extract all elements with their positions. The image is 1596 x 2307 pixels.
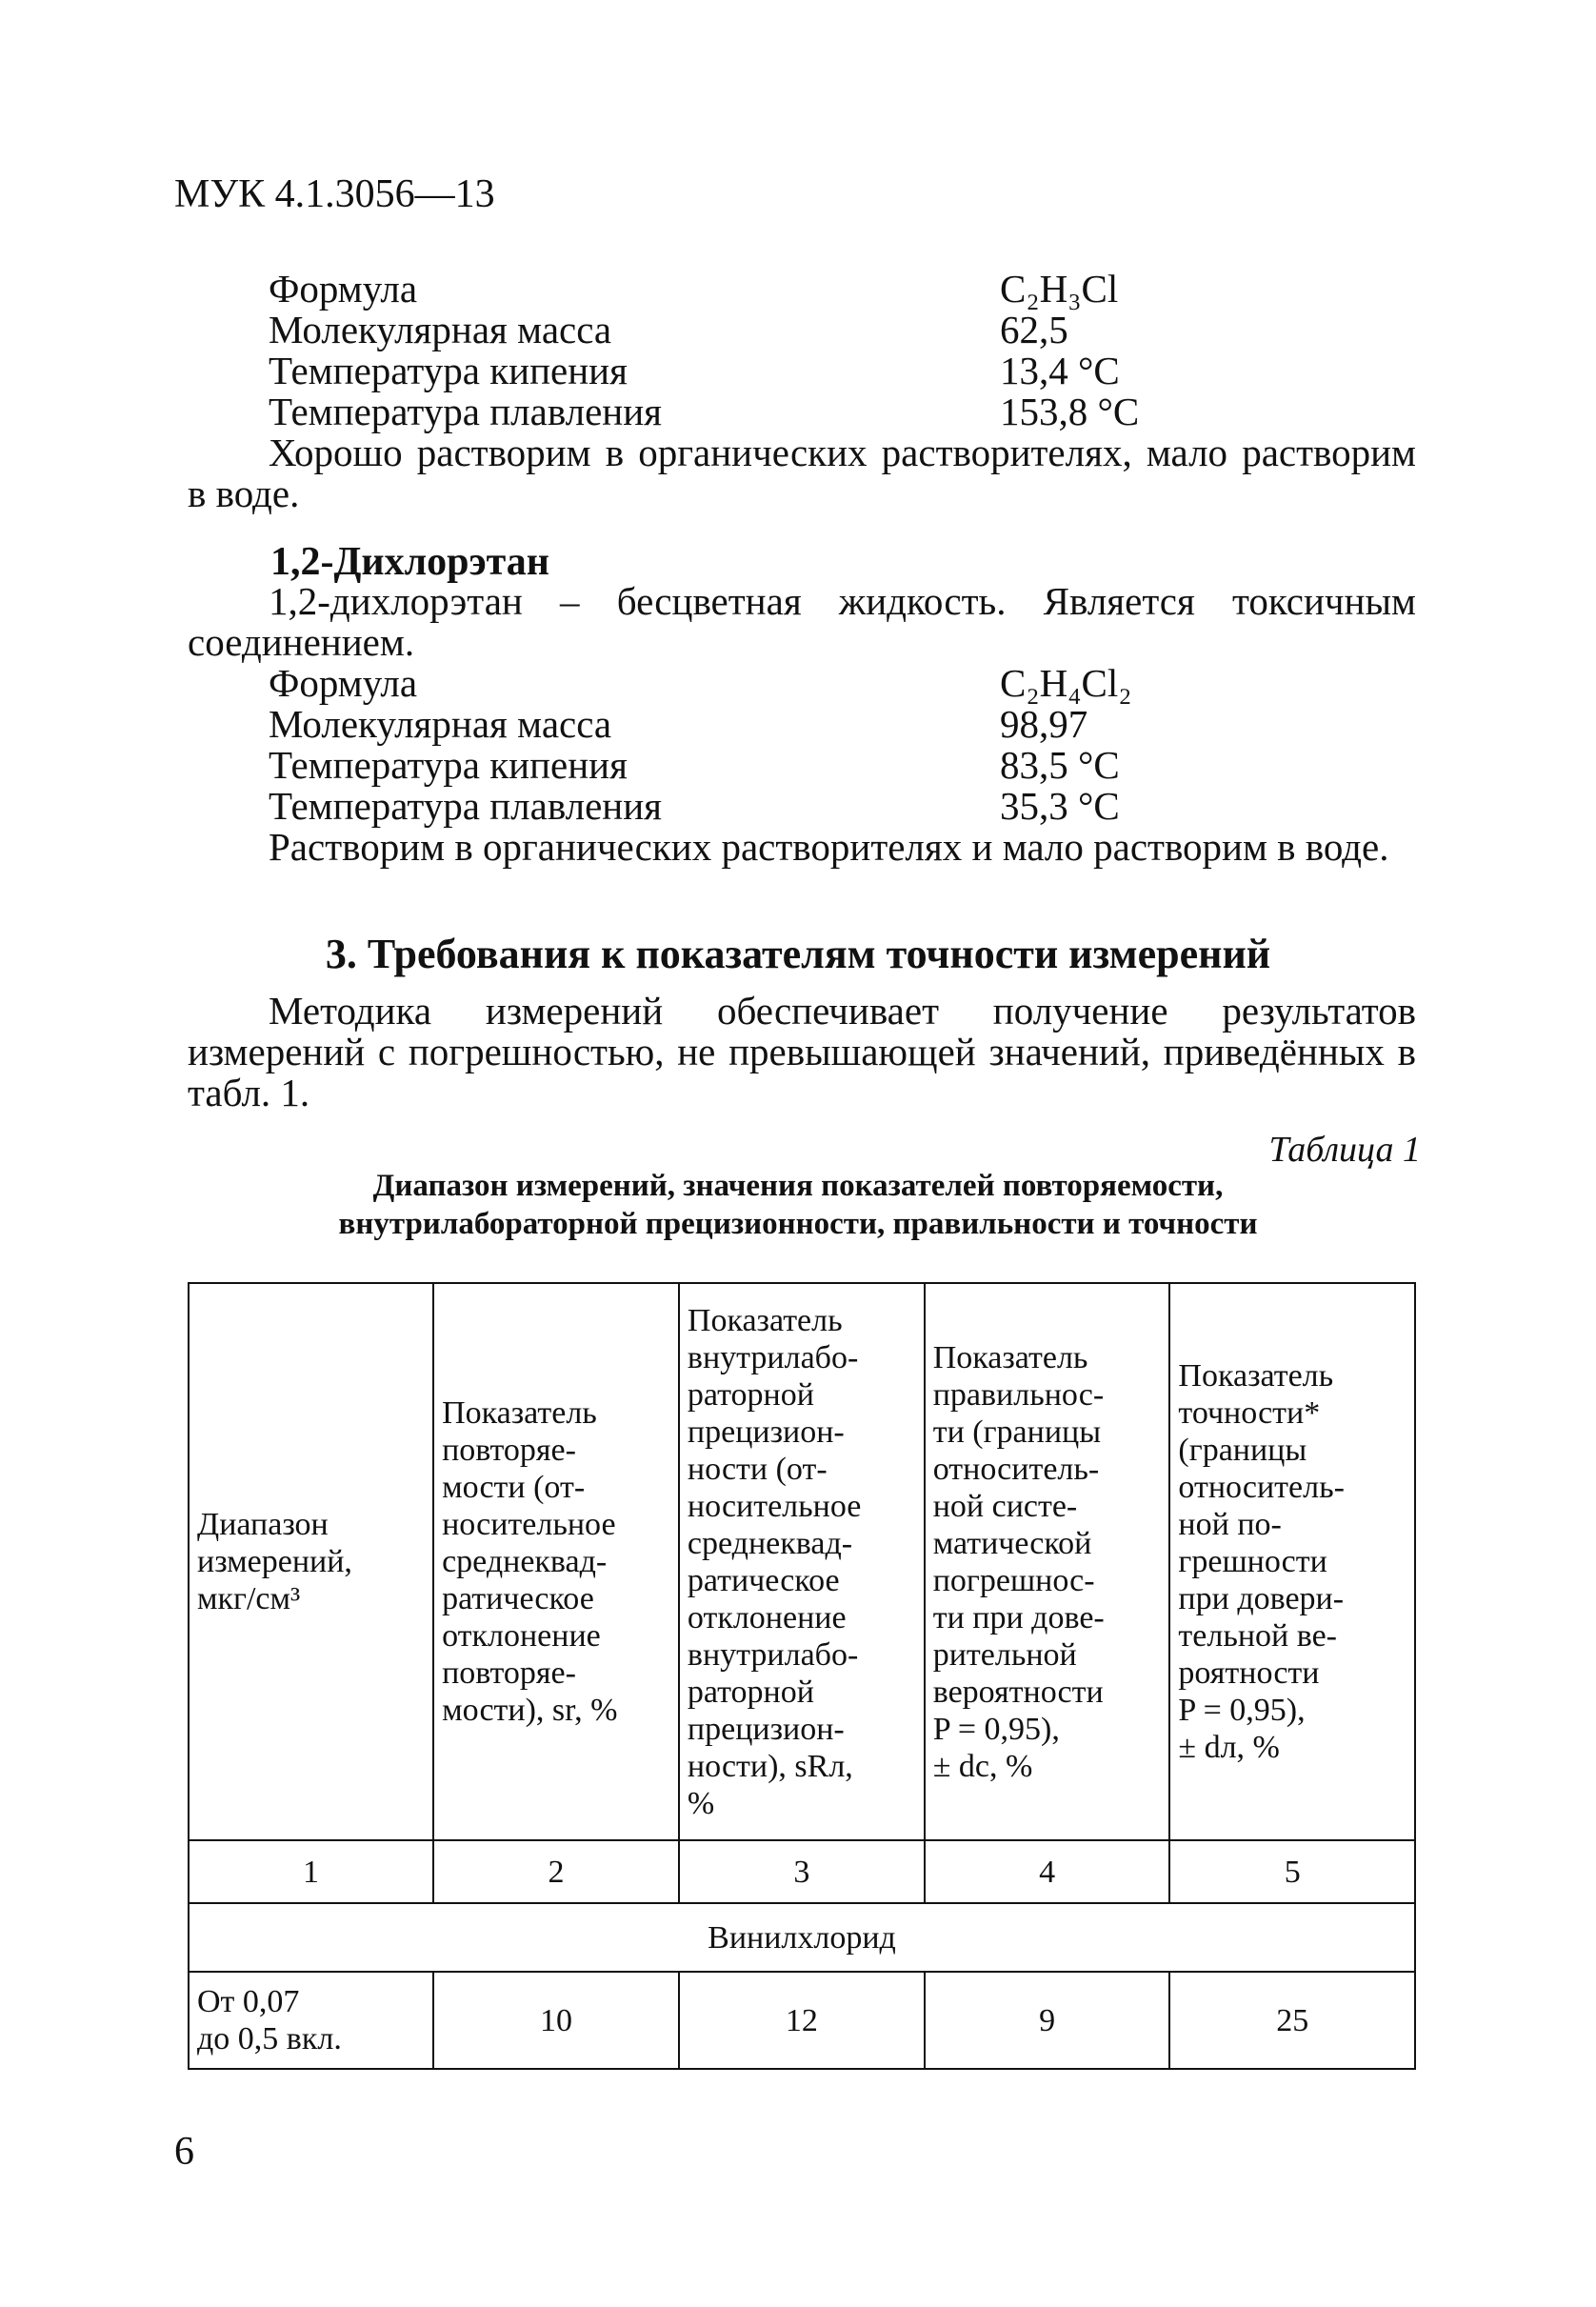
cell-range: От 0,07 до 0,5 вкл. [189, 1972, 433, 2069]
cell-sr: 10 [433, 1972, 679, 2069]
property-name: Температура кипения [269, 743, 628, 787]
section-3-heading: 3. Требования к показателям точности измерений [325, 931, 1271, 977]
page-number: 6 [174, 2130, 194, 2174]
vinyl-chloride-solubility: Хорошо растворим в органических растворителях, мало растворим в воде. [188, 431, 1416, 515]
property-value: 83,5 °C [1000, 743, 1120, 787]
cell-dc: 9 [925, 1972, 1170, 2069]
table-row [189, 1972, 1415, 2069]
property-value: C₂H₄Cl₂ [1000, 661, 1132, 705]
column-number: 4 [925, 1840, 1170, 1903]
property-value: 13,4 °C [1000, 349, 1120, 392]
cell-dl: 25 [1169, 1972, 1415, 2069]
property-name: Температура плавления [269, 390, 663, 433]
table-caption-line: внутрилабораторной прецизионности, правильности и точности [338, 1207, 1258, 1241]
property-row [269, 391, 1411, 432]
property-name: Формула [269, 267, 418, 311]
property-row [269, 310, 1411, 351]
property-row [269, 745, 1411, 786]
property-value: 98,97 [1000, 702, 1088, 746]
vinyl-chloride-properties [269, 269, 1411, 432]
header-trueness: Показатель правильнос- ти (границы относитель- ной систе- матической погрешнос- ти при дове- рительной вероятности P = 0,95), ± dc, % [925, 1283, 1170, 1840]
property-row [269, 351, 1411, 391]
property-name: Формула [269, 661, 418, 705]
table-header-row [189, 1283, 1415, 1840]
property-name: Температура кипения [269, 349, 628, 392]
property-row [269, 269, 1411, 310]
property-row [269, 704, 1411, 745]
group-label: Винилхлорид [189, 1903, 1415, 1972]
header-precision: Показатель внутрилабо- раторной прецизион- ности (от- носительное среднеквад- ратическое отклонение внутрилабо- раторной прецизион- ности), sRл, % [679, 1283, 925, 1840]
property-value: 35,3 °C [1000, 784, 1120, 828]
cell-srl: 12 [679, 1972, 925, 2069]
property-value: C₂H₃Cl [1000, 267, 1119, 311]
column-number: 3 [679, 1840, 925, 1903]
dichloroethane-heading: 1,2-Дихлорэтан [270, 540, 549, 584]
property-name: Температура плавления [269, 784, 663, 828]
dichloroethane-description: 1,2-дихлорэтан – бесцветная жидкость. Является токсичным соединением. [188, 579, 1416, 664]
column-number: 5 [1169, 1840, 1415, 1903]
property-name: Молекулярная масса [269, 702, 612, 746]
property-value: 62,5 [1000, 308, 1068, 351]
column-number: 1 [189, 1840, 433, 1903]
header-repeatability: Показатель повторяе- мости (от- носительное среднеквад- ратическое отклонение повторяе- мости), sr, % [433, 1283, 679, 1840]
document-code-header: МУК 4.1.3056—13 [174, 172, 495, 216]
table-caption-line: Диапазон измерений, значения показателей повторяемости, [372, 1169, 1224, 1203]
column-number: 2 [433, 1840, 679, 1903]
table-caption [0, 1167, 1596, 1243]
table-label: Таблица 1 [1268, 1130, 1421, 1170]
dichloroethane-properties [269, 663, 1411, 827]
dichloroethane-solubility: Растворим в органических растворителях и мало растворим в воде. [269, 825, 1389, 869]
header-accuracy: Показатель точности* (границы относитель- ной по- грешности при довери- тельной ве- роятности P = 0,95), ± dл, % [1169, 1283, 1415, 1840]
property-row [269, 663, 1411, 704]
table-1 [188, 1282, 1416, 2070]
property-value: 153,8 °C [1000, 390, 1140, 433]
section-3-text: Методика измерений обеспечивает получение результатов измерений с погрешностью, не превышающей значений, приведённых в табл. 1. [188, 989, 1416, 1114]
property-row [269, 786, 1411, 827]
column-number-row [189, 1840, 1415, 1903]
property-name: Молекулярная масса [269, 308, 612, 351]
group-row [189, 1903, 1415, 1972]
header-range: Диапазон измерений, мкг/см³ [189, 1283, 433, 1840]
